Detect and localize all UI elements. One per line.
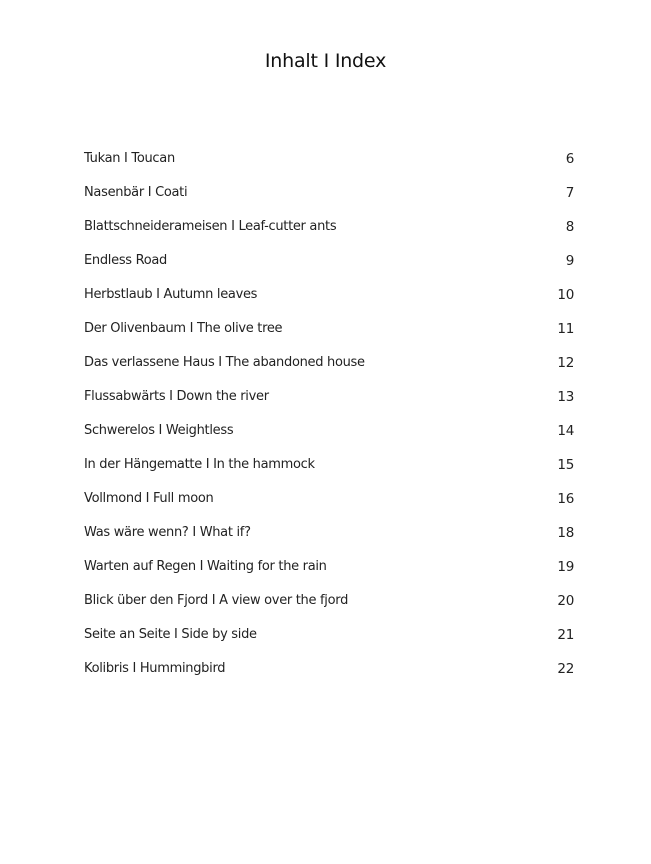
- toc-entry: [84, 489, 574, 523]
- toc-entry: [84, 319, 574, 353]
- toc-entry-page-number: 19: [557, 559, 574, 575]
- toc-entry: [84, 217, 574, 251]
- toc-entry-title: Was wäre wenn? I What if?: [84, 525, 251, 540]
- toc-entry: [84, 523, 574, 557]
- toc-entry: [84, 149, 574, 183]
- toc-entry-page-number: 6: [565, 151, 574, 167]
- toc-entry-title: Seite an Seite I Side by side: [84, 627, 257, 642]
- toc-entry-page-number: 9: [565, 253, 574, 269]
- toc-entry-page-number: 11: [557, 321, 574, 337]
- toc-entry-title: Das verlassene Haus I The abandoned house: [84, 355, 365, 370]
- toc-entry: [84, 591, 574, 625]
- toc-entry-title: Blick über den Fjord I A view over the fjord: [84, 593, 349, 608]
- toc-entry-page-number: 22: [557, 661, 574, 677]
- toc-entry-title: Kolibris I Hummingbird: [84, 661, 226, 676]
- toc-entry-page-number: 14: [557, 423, 574, 439]
- toc-entry-title: Nasenbär I Coati: [84, 185, 188, 200]
- toc-entry: [84, 455, 574, 489]
- toc-entry-page-number: 10: [557, 287, 574, 303]
- toc-entry-title: Schwerelos I Weightless: [84, 423, 234, 438]
- toc-entry: [84, 251, 574, 285]
- toc-entry-title: In der Hängematte I In the hammock: [84, 457, 315, 472]
- toc-entry-page-number: 7: [565, 185, 574, 201]
- toc-entry-page-number: 20: [557, 593, 574, 609]
- toc-entry: [84, 625, 574, 659]
- toc-entry-title: Tukan I Toucan: [84, 151, 175, 166]
- toc-entry-title: Endless Road: [84, 253, 168, 268]
- toc-entry-title: Der Olivenbaum I The olive tree: [84, 321, 283, 336]
- toc-entry: [84, 353, 574, 387]
- toc-entry: [84, 421, 574, 455]
- toc-entry-page-number: 15: [557, 457, 574, 473]
- toc-entry-page-number: 18: [557, 525, 574, 541]
- table-of-contents: [84, 149, 574, 693]
- toc-entry-title: Herbstlaub I Autumn leaves: [84, 287, 258, 302]
- toc-entry-title: Blattschneiderameisen I Leaf-cutter ants: [84, 219, 337, 234]
- toc-entry-page-number: 12: [557, 355, 574, 371]
- toc-entry-page-number: 8: [565, 219, 574, 235]
- toc-entry: [84, 557, 574, 591]
- toc-entry-page-number: 13: [557, 389, 574, 405]
- toc-entry-page-number: 21: [557, 627, 574, 643]
- toc-entry-title: Vollmond I Full moon: [84, 491, 214, 506]
- toc-entry: [84, 387, 574, 421]
- toc-entry: [84, 659, 574, 693]
- page-title: Inhalt I Index: [264, 50, 387, 72]
- toc-entry-page-number: 16: [557, 491, 574, 507]
- toc-entry-title: Flussabwärts I Down the river: [84, 389, 269, 404]
- toc-entry: [84, 183, 574, 217]
- toc-entry-title: Warten auf Regen I Waiting for the rain: [84, 559, 327, 574]
- toc-entry: [84, 285, 574, 319]
